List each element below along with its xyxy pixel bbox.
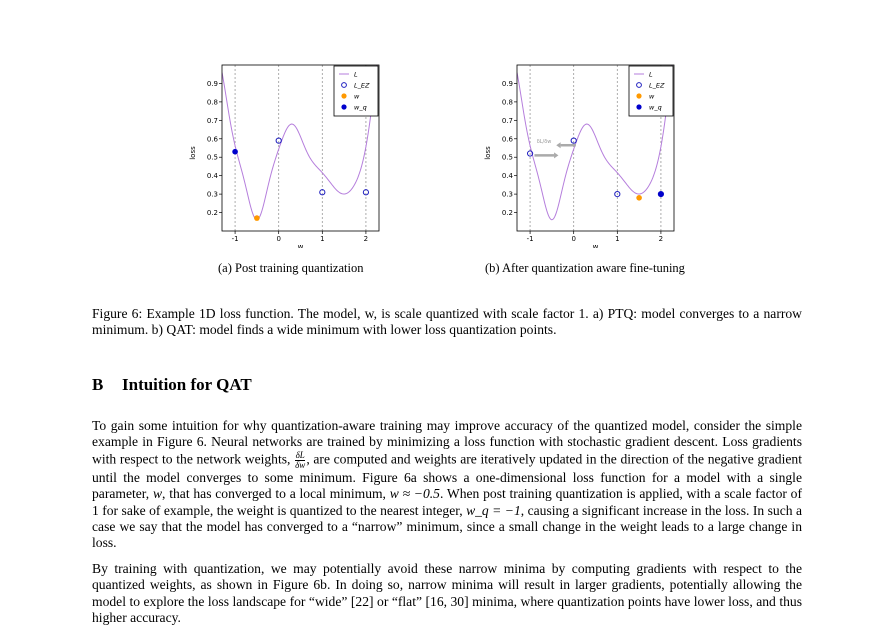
- w-marker: [254, 215, 260, 221]
- chart-a: [185, 58, 385, 248]
- fraction-numerator: δL: [295, 449, 305, 460]
- x-tick-label: 1: [320, 235, 325, 243]
- y-tick-label: 0.5: [501, 153, 513, 162]
- paragraph-2: By training with quantization, we may potentially avoid these narrow minima by computing gradients with respect to the quantized weights, as shown in Figure 6b. In doing so, narrow minima will result in larger gradients, potentially allowing the model to explore the loss landscape for “wide” [22] or “flat” [16, 30] minima, where quantization points have lower loss, and thus higher accuracy.: [92, 561, 802, 626]
- y-tick-label: 0.8: [206, 98, 218, 107]
- legend-label: w: [354, 92, 360, 101]
- gradient-arrowhead-left: [556, 142, 560, 148]
- x-tick-label: 2: [658, 235, 664, 243]
- legend-label: L_EZ: [354, 81, 370, 90]
- legend-marker-swatch: [636, 104, 641, 109]
- legend-marker-swatch: [636, 93, 641, 98]
- legend-label: L: [354, 70, 358, 79]
- y-tick-label: 0.7: [501, 116, 513, 125]
- figure-caption-text: Example 1D loss function. The model, w, is scale quantized with scale factor 1. a) PTQ: model converges to a narrow minimum. b) QAT: model finds a wide minimum with lower loss quantization points.: [92, 306, 803, 338]
- p1-text-c: , that has converged to a local minimum,: [162, 486, 386, 502]
- legend-label: L: [649, 70, 653, 79]
- p1-text-d: . When post training quantization is applied, with a scale factor of 1 for sake of example, the weight is quantized to the nearest integer,: [92, 486, 802, 518]
- legend-marker-swatch: [341, 104, 346, 109]
- x-tick-label: 0: [276, 235, 281, 243]
- y-tick-label: 0.2: [206, 209, 218, 218]
- y-tick-label: 0.6: [501, 135, 513, 144]
- p1-math-wq: w_q = −1: [466, 502, 521, 518]
- gradient-fraction: [295, 451, 305, 470]
- chart-b-plot: [484, 58, 674, 248]
- x-axis-label: w: [297, 243, 304, 248]
- w-marker: [636, 195, 642, 201]
- y-tick-label: 0.5: [206, 153, 218, 162]
- y-axis-label: loss: [189, 146, 197, 160]
- p1-math-approx: w ≈ −0.5: [389, 486, 440, 502]
- chart-a-plot: [189, 58, 379, 248]
- legend-label: w_q: [354, 103, 367, 112]
- p1-text-e: , causing a significant increase in the loss. In such a case we say that the model has converged to a “narrow” minimum, since a small change in the weight leads to a large change in loss.: [92, 502, 802, 551]
- section-heading: [92, 375, 252, 395]
- x-tick-label: 1: [615, 235, 620, 243]
- section-number: B: [92, 375, 104, 394]
- figure-number: Figure 6:: [92, 306, 143, 321]
- y-tick-label: 0.7: [206, 116, 218, 125]
- x-axis-label: w: [592, 243, 599, 248]
- legend-label: w: [649, 92, 655, 101]
- y-tick-label: 0.2: [501, 209, 513, 218]
- y-tick-label: 0.4: [206, 172, 218, 181]
- y-tick-label: 0.3: [206, 190, 218, 199]
- subfigure-b-caption: (b) After quantization aware fine-tuning: [485, 261, 685, 275]
- gradient-arrowhead-right: [554, 152, 558, 158]
- legend-label: w_q: [649, 103, 662, 112]
- y-tick-label: 0.9: [206, 79, 218, 88]
- paragraph-1: [92, 418, 802, 552]
- y-tick-label: 0.6: [206, 135, 218, 144]
- section-title: Intuition for QAT: [122, 375, 252, 394]
- x-tick-label: 2: [363, 235, 369, 243]
- y-tick-label: 0.8: [501, 98, 513, 107]
- p1-text-a: To gain some intuition for why quantization-aware training may improve accuracy of the quantized model, consider the simple example in Figure 6. Neural networks are trained by minimizing a loss function with stochastic gradient descent. Loss gradients with respect to the network weights,: [92, 418, 802, 467]
- y-tick-label: 0.4: [501, 172, 513, 181]
- wq-marker: [658, 191, 664, 197]
- figure-caption: [92, 306, 802, 339]
- legend-label: L_EZ: [649, 81, 665, 90]
- chart-b: [480, 58, 680, 248]
- y-tick-label: 0.3: [501, 190, 513, 199]
- wq-marker: [232, 149, 238, 155]
- p1-math-w: w: [152, 486, 163, 502]
- subfigure-a-caption: (a) Post training quantization: [218, 261, 364, 275]
- fraction-denominator: δw: [295, 459, 306, 470]
- gradient-annotation: δL/δw: [536, 139, 552, 146]
- y-tick-label: 0.9: [501, 79, 513, 88]
- legend-marker-swatch: [341, 93, 346, 98]
- x-tick-label: 0: [571, 235, 576, 243]
- x-tick-label: -1: [231, 235, 239, 243]
- x-tick-label: -1: [526, 235, 534, 243]
- y-axis-label: loss: [484, 146, 492, 160]
- p1-text-b: , are computed and weights are iteratively updated in the direction of the negative gradient until the model converges to some minimum. Figure 6a shows a one-dimensional loss function for a model with a single parameter,: [92, 451, 802, 502]
